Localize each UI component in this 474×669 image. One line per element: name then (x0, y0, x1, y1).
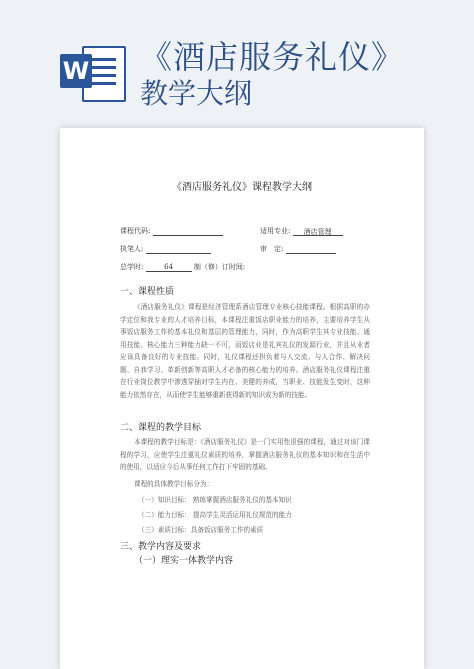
major-label: 适用专业: (260, 227, 291, 235)
course-code-field (120, 226, 223, 236)
goal-item: （三）素质目标：具备饭店服务工作的素质 (138, 526, 264, 534)
hours-field (120, 262, 245, 272)
reviewer-field (260, 244, 336, 254)
course-code-underline (153, 227, 223, 236)
section1-heading: 一、课程性质 (120, 287, 175, 297)
document-title: 《酒店服务礼仪》课程教学大纲 (172, 182, 312, 193)
course-code-label: 课程代码: (120, 227, 151, 235)
writer-field (120, 244, 211, 254)
banner-subtitle: 教学大纲 (140, 77, 253, 110)
word-document-icon (60, 40, 126, 100)
reviewer-label: 审 定: (260, 245, 284, 253)
revision-label: 制（修）订时间: (193, 263, 246, 271)
goal-item: （二）能力目标： 提高学生灵活运用礼仪规范的能力 (138, 511, 292, 519)
hours-label: 总学时: (120, 263, 144, 271)
word-letter: W (60, 54, 92, 88)
section2-paragraph2: 课程的具体教学目标分为： (134, 480, 214, 488)
major-value: 酒店管理 (293, 227, 343, 236)
banner-title: 《酒店服务礼仪》 (140, 38, 405, 76)
section3-heading: 三、教学内容及要求 (120, 542, 202, 552)
section2-paragraph1: 本课程的教学目标是：《酒店服务礼仪》是一门实用性很强的课程，通过对该门课程的学习，应使学生注重礼仪素质的培养，掌握酒店服务礼仪的基本知识和在生活中的使用，以适应今后从事任何工作打下牢固的基础。 (120, 438, 370, 471)
writer-underline (146, 245, 211, 254)
banner (0, 0, 474, 110)
reviewer-underline (286, 245, 336, 254)
goal-item: （一）知识目标： 熟练掌握酒店服务礼仪的基本知识 (138, 496, 292, 504)
section2-heading: 二、课程的教学目标 (120, 423, 202, 433)
section1-paragraph: 《酒店服务礼仪》课程是经济管理系酒店管理专业核心技能课程。根据高职的办学定位和我专业的人才培养目标，本课程注重饭店职业能力的培养，主要培养学生从事饭店服务工作的基本礼仪和基层的管理能力，同时，作为高职学生其专业技能、通用技能、核心能力三种能力缺一不可，而饭店业是礼宾礼仪的发源行业，并且从业者应该具备良好的专业技能。同时，礼仪课程还担负着与人交流、与人合作、解决问题、自我学习、革新创新等高职人才必备的核心能力的培养。酒店服务礼仪课程注重在行业岗位教学中渗透穿插对学生内在、美健的养成，当职业、技能发生变时，这种能力依然存在，从而使学生能够重新获得新的知识或为新的技能。 (120, 303, 370, 399)
writer-label: 执笔人: (120, 245, 144, 253)
section3-subheading: （一）理实一体教学内容 (134, 556, 234, 566)
major-field (260, 226, 343, 236)
hours-value: 64 (146, 263, 192, 272)
document-page (60, 128, 424, 669)
